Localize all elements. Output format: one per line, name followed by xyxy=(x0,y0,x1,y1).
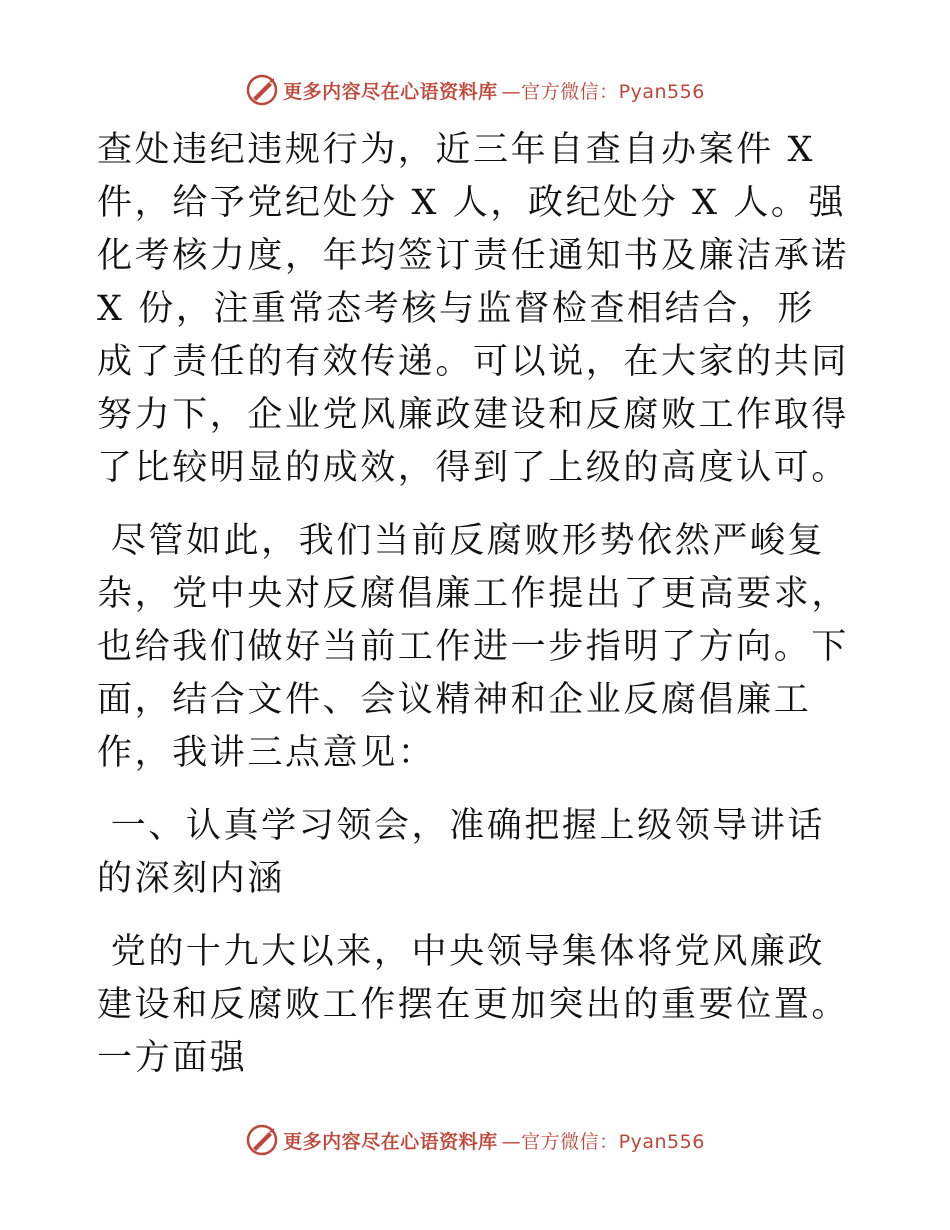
footer-watermark xyxy=(0,1120,950,1160)
watermark-lead-text: 更多内容尽在心语资料库 xyxy=(283,1130,498,1153)
quill-logo-icon xyxy=(245,1123,279,1157)
paragraph-3: 党的十九大以来，中央领导集体将党风廉政建设和反腐败工作摆在更加突出的重要位置。一方面强 xyxy=(97,932,850,1078)
quill-logo-icon xyxy=(245,73,279,107)
document-body xyxy=(97,124,863,1085)
watermark-lead-text: 更多内容尽在心语资料库 xyxy=(283,80,498,103)
watermark-contact-text: —官方微信：Pyan556 xyxy=(501,1130,705,1153)
header-watermark xyxy=(0,70,950,110)
paragraph-1: 查处违纪违规行为，近三年自查自办案件 X 件，给予党纪处分 X 人，政纪处分 X 人。强化考核力度，年均签订责任通知书及廉洁承诺 X 份，注重常态考核与监督检查相结合，形成了责任的有效传递。可以说，在大家的共同努力下，企业党风廉政建设和反腐败工作取得了比较明显的成效，得到了上级的高度认可。 xyxy=(97,130,863,488)
watermark-contact-text: —官方微信：Pyan556 xyxy=(501,80,705,103)
section-heading-1: 一、认真学习领会，准确把握上级领导讲话的深刻内涵 xyxy=(97,806,826,899)
paragraph-2: 尽管如此，我们当前反腐败形势依然严峻复杂，党中央对反腐倡廉工作提出了更高要求，也给我们做好当前工作进一步指明了方向。下面，结合文件、会议精神和企业反腐倡廉工作，我讲三点意见： xyxy=(97,521,850,773)
